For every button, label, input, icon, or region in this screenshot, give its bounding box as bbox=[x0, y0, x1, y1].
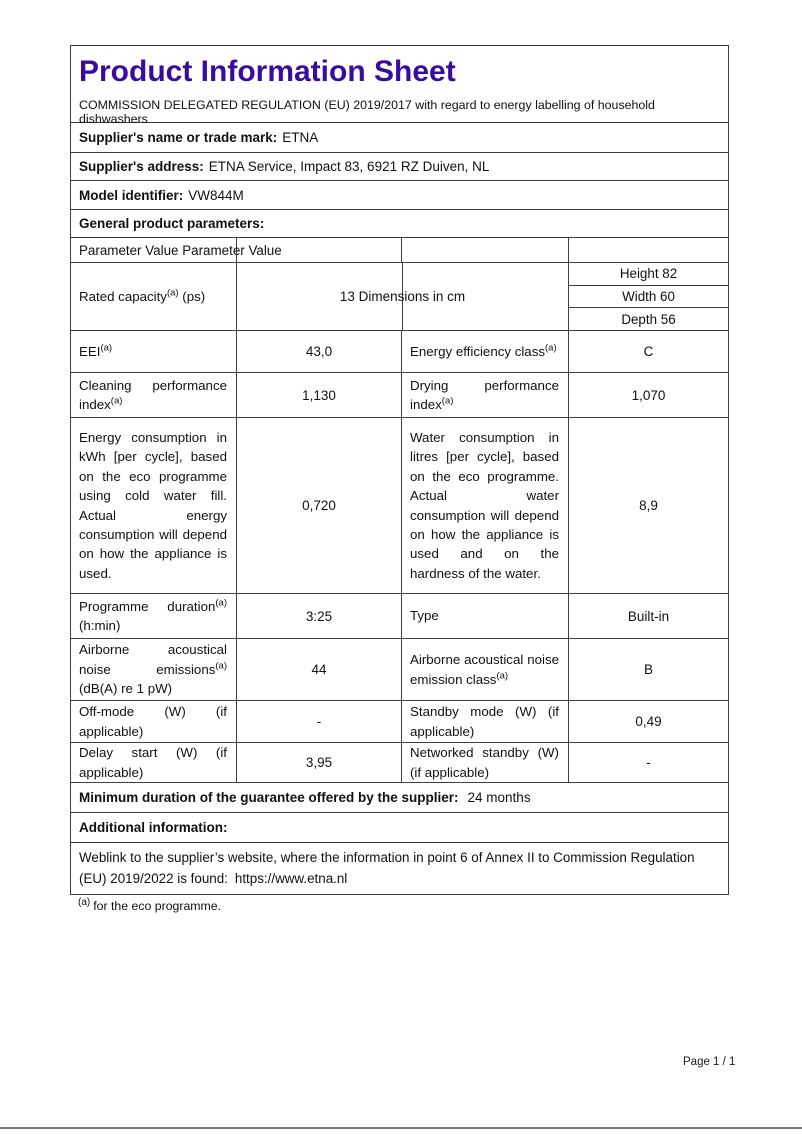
delay-start-value: 3,95 bbox=[236, 743, 401, 782]
off-mode-standby-row bbox=[71, 701, 728, 743]
dimension-depth: Depth 56 bbox=[569, 307, 728, 330]
acoustical-noise-row bbox=[71, 639, 728, 701]
supplier-address-row bbox=[71, 153, 728, 181]
model-identifier-value: VW844M bbox=[188, 187, 244, 203]
footnote bbox=[78, 896, 222, 913]
rated-capacity-label: Rated capacity$^{(a)}$ (ps) bbox=[79, 287, 206, 304]
footnote-marker: (a) bbox=[100, 342, 113, 354]
dimensions-values-cell bbox=[568, 263, 728, 330]
regulation-subtitle: COMMISSION DELEGATED REGULATION (EU) 2019/2017 with regard to energy labelling of household dishwashers bbox=[79, 98, 655, 126]
programme-duration-value: 3:25 bbox=[236, 594, 401, 638]
noise-class-label: Airborne acoustical noise emission class$^{(a)}$ bbox=[401, 639, 568, 700]
supplier-address-value: ETNA Service, Impact 83, 6921 RZ Duiven, NL bbox=[208, 159, 490, 174]
guarantee-row bbox=[71, 783, 728, 813]
type-value: Built-in bbox=[568, 594, 728, 638]
parameter-header-cell-3 bbox=[401, 238, 568, 262]
standby-mode-label: Standby mode (W) (if applicable) bbox=[401, 701, 568, 742]
page-title: Product Information Sheet bbox=[79, 55, 456, 88]
footnote-marker: (a) bbox=[78, 896, 91, 908]
rated-capacity-row bbox=[71, 263, 728, 331]
model-identifier-label: Model identifier: bbox=[79, 187, 184, 203]
off-mode-value: - bbox=[236, 701, 401, 742]
footnote-marker: (a) bbox=[215, 660, 227, 672]
bottom-rule bbox=[0, 1127, 802, 1129]
programme-duration-row bbox=[71, 594, 728, 639]
parameter-header-cell-4 bbox=[568, 238, 728, 262]
dimension-height: Height 82 bbox=[619, 266, 678, 282]
cleaning-drying-row bbox=[71, 373, 728, 418]
energy-class-value: C bbox=[568, 331, 728, 372]
weblink-row bbox=[71, 843, 728, 894]
additional-information-heading: Additional information: bbox=[79, 820, 228, 835]
programme-duration-label: Programme duration$^{(a)}$ (h:min) bbox=[79, 597, 227, 633]
supplier-website-link[interactable]: https://www.etna.nl bbox=[234, 870, 348, 886]
eei-row bbox=[71, 331, 728, 373]
drying-index-value: 1,070 bbox=[568, 373, 728, 417]
weblink-text: Weblink to the supplier’s website, where the information in point 6 of Annex II to Commission Regulation (EU) 2019/2022 is found: bbox=[79, 850, 695, 886]
delay-start-label: Delay start (W) (if applicable) bbox=[79, 745, 227, 780]
footnote-marker: (a) bbox=[545, 342, 557, 354]
off-mode-label: Off-mode (W) (if applicable) bbox=[79, 704, 227, 739]
standby-mode-value: 0,49 bbox=[568, 701, 728, 742]
additional-information-row bbox=[71, 813, 728, 843]
water-consumption-value: 8,9 bbox=[568, 418, 728, 593]
drying-index-label: Drying performance index$^{(a)}$ bbox=[401, 373, 568, 417]
energy-class-label: Energy efficiency class$^{(a)}$ bbox=[401, 331, 568, 372]
supplier-name-row bbox=[71, 123, 728, 153]
footnote-marker: (a) bbox=[166, 287, 179, 299]
delay-start-networked-row bbox=[71, 743, 728, 783]
guarantee-label: Minimum duration of the guarantee offered by the supplier: bbox=[79, 790, 459, 805]
eei-value: 43,0 bbox=[236, 331, 401, 372]
product-information-sheet bbox=[70, 45, 729, 895]
footnote-text: for the eco programme. bbox=[93, 899, 222, 913]
noise-emissions-value: 44 bbox=[236, 639, 401, 700]
capacity-and-dimensions-value: 13 Dimensions in cm bbox=[339, 289, 466, 304]
footnote-marker: (a) bbox=[215, 597, 227, 609]
noise-class-value: B bbox=[568, 639, 728, 700]
networked-standby-label: Networked standby (W) (if applicable) bbox=[401, 743, 568, 782]
general-parameters-heading-row bbox=[71, 210, 728, 238]
cleaning-index-value: 1,130 bbox=[236, 373, 401, 417]
page-indicator: Page 1 / 1 bbox=[683, 1056, 736, 1068]
parameter-header-text: Parameter Value Parameter Value bbox=[79, 242, 282, 258]
energy-water-consumption-row bbox=[71, 418, 728, 594]
footnote-marker: (a) bbox=[496, 670, 509, 682]
eei-label: EEI$^{(a)}$ bbox=[79, 342, 113, 359]
dimension-width: Width 60 bbox=[569, 285, 728, 308]
guarantee-value: 24 months bbox=[467, 790, 531, 805]
cleaning-index-label: Cleaning performance index$^{(a)}$ bbox=[79, 377, 227, 412]
model-identifier-row bbox=[71, 181, 728, 210]
supplier-name-label: Supplier's name or trade mark: bbox=[79, 130, 278, 145]
water-consumption-label: Water consumption in litres [per cycle], based on the eco programme. Actual water consumption will depend on how the appliance is used and on the hardness of the water. bbox=[401, 418, 568, 593]
noise-emissions-label: Airborne acoustical noise emissions$^{(a)}$ (dB(A) re 1 pW) bbox=[79, 642, 227, 697]
networked-standby-value: - bbox=[568, 743, 728, 782]
title-row bbox=[71, 46, 728, 126]
supplier-name-value: ETNA bbox=[282, 130, 319, 145]
dimensions-merged-cell bbox=[236, 263, 568, 330]
footnote-marker: (a) bbox=[441, 395, 454, 407]
general-parameters-heading: General product parameters: bbox=[79, 216, 265, 231]
footnote-marker: (a) bbox=[110, 395, 123, 407]
energy-consumption-label: Energy consumption in kWh [per cycle], based on the eco programme using cold water fill. Actual energy consumption will depend on how the appliance is used. bbox=[79, 429, 227, 581]
parameter-header-row bbox=[71, 238, 728, 263]
supplier-address-label: Supplier's address: bbox=[79, 159, 204, 174]
type-label: Type bbox=[401, 594, 568, 638]
energy-consumption-value: 0,720 bbox=[236, 418, 401, 593]
